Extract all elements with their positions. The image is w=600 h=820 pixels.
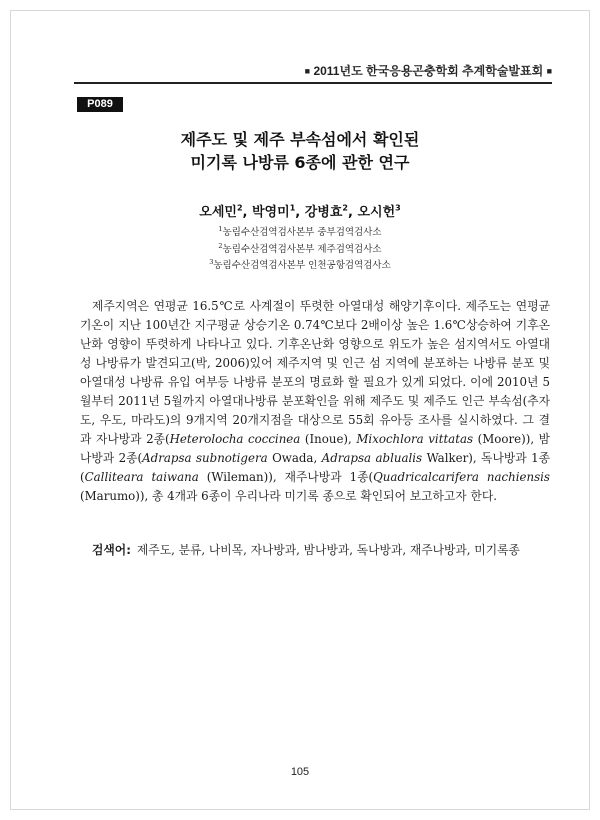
species-name: Adrapsa ablualis [321,451,423,465]
abstract-text: (Wileman)), 재주나방과 1종( [198,470,374,484]
author-name: 오시헌 [357,205,396,220]
paper-title [80,128,520,174]
keywords-label: 검색어: [92,543,131,557]
conference-header [74,62,552,84]
abstract-text: (Marumo)), 총 4개과 6종이 우리나라 미기록 종으로 확인되어 보고하고자 한다. [80,489,497,503]
author-name: 오세민 [199,205,237,220]
keywords-text: 제주도, 분류, 나비목, 자나방과, 밤나방과, 독나방과, 재주나방과, 미기록종 [136,543,520,557]
conference-title: 2011년도 한국응용곤충학회 추계학술발표회 [313,64,544,78]
author-list: 오세민$^2$, 박영미$^1$, 강병효$^2$, 오시헌$^3$ [199,203,401,220]
affiliation [100,256,500,273]
author-affiliation-mark: 1 [289,203,296,213]
paper-code-badge: P089 [77,97,123,112]
square-bullet-icon: ■ [304,66,311,76]
species-name: Calliteara taiwana [84,470,199,484]
author-affiliation-mark: 2 [236,203,243,213]
title-line-2: 미기록 나방류 6종에 관한 연구 [190,153,410,172]
square-bullet-icon: ■ [546,66,552,76]
author-name: 박영미 [252,205,290,220]
affiliation-mark: 2 [218,241,223,250]
species-name: Adrapsa subnotigera [142,451,268,465]
author-affiliation-mark: 2 [342,203,348,213]
abstract-text: 제주지역은 연평균 16.5℃로 사계절이 뚜렷한 아열대성 해양기후이다. 제주도는 연평균기온이 지난 100년간 지구평균 상승기온 0.74℃보다 2배이상 높은 1.6℃상승하여 기후온난화 영향이 뚜렷하게 나타나고 있다. 기후온난화 영향으로 위도가 높은 섬지역서도 아열대성 나방류가 발견되고(박, 2006)있어 제주지역 및 인근 섬 지역에 분포하는 나방류 분포 및 아열대성 나방류 유입 여부등 나방류 분포의 명료화 할 필요가 있게 되었다. 이에 2010년 5월부터 2011년 5월까지 아열대나방류 분포확인을 위해 제주도 및 제주도 인근 부속섬(추자도, 우도, 마라도)의 9개지역 20개지점을 대상으로 55회 유아등 조사를 실시하였다. 그 결과 자나방과 2종( [80,299,550,446]
affiliation-mark: 3 [209,258,214,267]
title-line-1: 제주도 및 제주 부속섬에서 확인된 [180,130,420,149]
species-name: Mixochlora vittatas [356,432,474,446]
abstract-paragraph [80,297,550,506]
abstract-text: Walker), 독나방과 1종 ( [80,451,550,484]
affiliation [100,223,500,240]
species-name: Quadricalcarifera nachiensis [373,470,550,484]
affiliation [100,240,500,257]
affiliation-list [100,223,500,273]
affiliation-mark: 1 [218,225,223,233]
species-name: Heterolocha coccinea [169,432,301,446]
author-name: 강병효 [304,205,343,220]
abstract-text: Owada, [267,451,322,465]
keywords-block [92,541,550,560]
author-affiliation-mark: 3 [395,203,401,213]
affiliation-text: 농림수산검역검사본부 인천공항검역검사소 [213,260,391,272]
abstract-text: (Inoue), [300,432,357,446]
abstract-text: (Moore)), 밤나방과 2종( [80,432,551,465]
affiliation-text: 농림수산검역검사본부 제주검역검사소 [222,243,382,255]
affiliation-text: 농림수산검역검사본부 중부검역검사소 [222,227,382,239]
page-number: 105 [290,766,310,778]
